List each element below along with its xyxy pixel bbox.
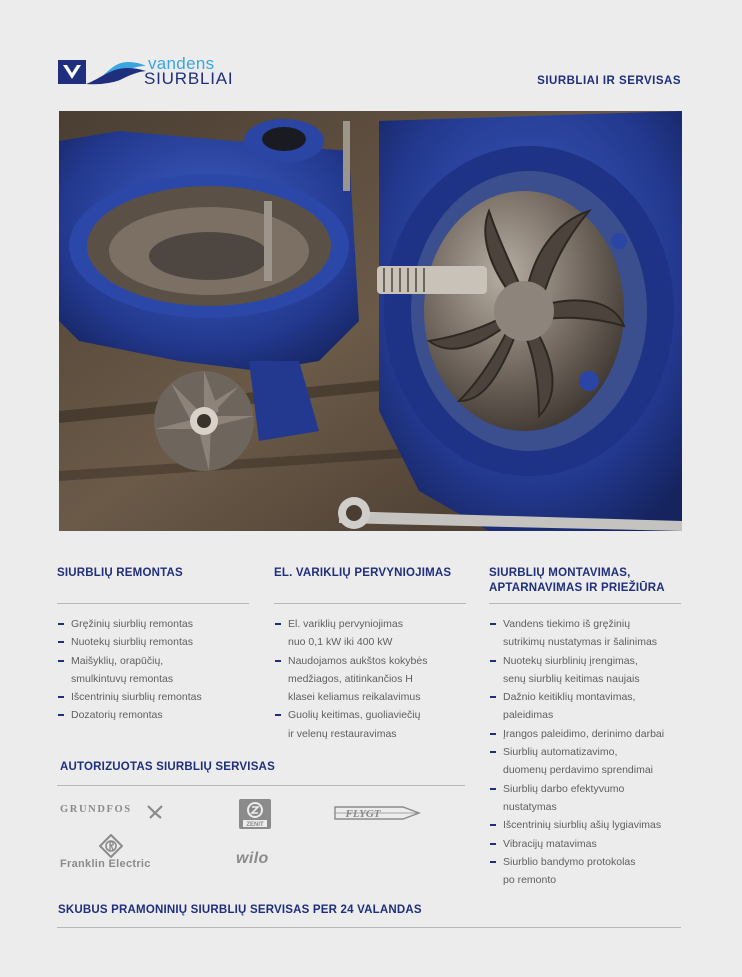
flygt-text: FLYGT (345, 808, 381, 820)
section-title: EL. VARIKLIŲ PERVYNIOJIMAS (274, 567, 452, 579)
logo-word-siurbliai: SIURBLIAI (144, 69, 234, 88)
section-motor-rewinding (274, 566, 466, 743)
section-title: SIURBLIŲ MONTAVIMAS, APTARNAVIMAS IR PRIEŽIŪRA (489, 567, 665, 594)
grundfos-mark-icon (146, 804, 164, 820)
list-item: Siurblių darbo efektyvumo nustatymas (489, 780, 681, 817)
section-divider (57, 603, 249, 604)
list-item: Nuotekų siurblinių įrengimas, senų siurblių keitimas naujais (489, 652, 681, 689)
flygt-logo-icon (333, 799, 421, 827)
emergency-service-title: SKUBUS PRAMONINIŲ SIURBLIŲ SERVISAS PER 24 VALANDAS (58, 904, 422, 916)
section-divider (489, 603, 681, 604)
zenit-logo-icon (238, 798, 272, 830)
list-item: Naudojamos aukštos kokybės medžiagos, atitinkančios H klasei keliamus reikalavimus (274, 652, 466, 707)
list-item: Gręžinių siurblių remontas (57, 615, 249, 633)
authorized-divider (57, 785, 465, 786)
list-item: Išcentrinių siurblių remontas (57, 688, 249, 706)
service-list (57, 615, 249, 725)
franklin-electric-logo: Franklin Electric (60, 858, 151, 870)
zenit-text: ZENIT (246, 822, 264, 828)
footer-divider (57, 927, 681, 928)
list-item: Siurblių automatizavimo, duomenų perdavimo sprendimai (489, 743, 681, 780)
service-list (274, 615, 466, 743)
section-title: SIURBLIŲ REMONTAS (57, 567, 183, 579)
header-tagline: SIURBLIAI IR SERVISAS (537, 75, 681, 87)
grundfos-logo: GRUNDFOS (60, 804, 132, 815)
list-item: Nuotekų siurblių remontas (57, 633, 249, 651)
hero-photo (59, 111, 682, 531)
list-item: Dažnio keitiklių montavimas, paleidimas (489, 688, 681, 725)
service-list (489, 615, 681, 889)
list-item: Guolių keitimas, guoliaviečių ir velenų restauravimas (274, 706, 466, 743)
section-divider (274, 603, 466, 604)
list-item: Vibracijų matavimas (489, 835, 681, 853)
list-item: El. variklių pervyniojimas nuo 0,1 kW iki 400 kW (274, 615, 466, 652)
company-logo (58, 54, 253, 90)
section-pump-repair (57, 566, 249, 725)
list-item: Vandens tiekimo iš gręžinių sutrikimų nustatymas ir šalinimas (489, 615, 681, 652)
section-installation-maintenance (489, 566, 681, 889)
franklin-electric-mark-icon (99, 834, 123, 858)
logo-mark-icon (58, 58, 148, 86)
wilo-logo: wilo (236, 850, 269, 867)
list-item: Įrangos paleidimo, derinimo darbai (489, 725, 681, 743)
list-item: Išcentrinių siurblių ašių lygiavimas (489, 816, 681, 834)
authorized-title: AUTORIZUOTAS SIURBLIŲ SERVISAS (60, 761, 275, 773)
list-item: Dozatorių remontas (57, 706, 249, 724)
list-item: Siurblio bandymo protokolas po remonto (489, 853, 681, 890)
list-item: Maišyklių, orapūčių, smulkintuvų remontas (57, 652, 249, 689)
logo-word-vandens: vandens (148, 54, 215, 73)
